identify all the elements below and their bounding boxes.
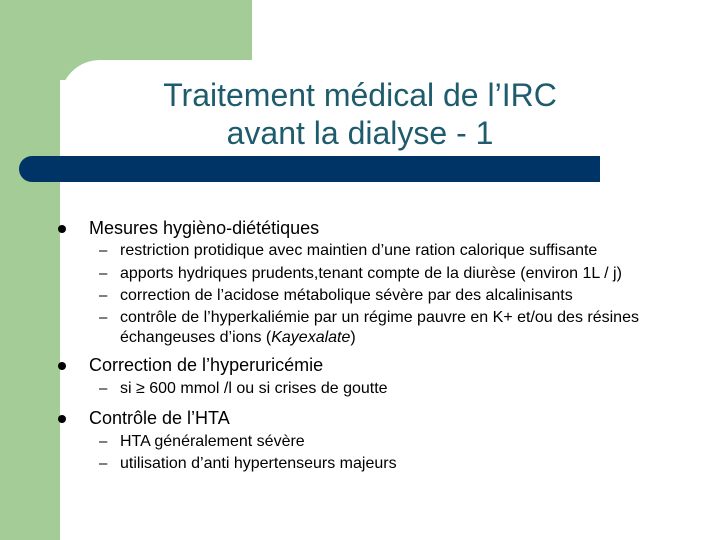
dash-icon: – <box>99 433 108 450</box>
list-item: utilisation d’anti hypertenseurs majeurs <box>120 455 397 472</box>
italic-product-name: Kayexalate <box>271 329 351 346</box>
list-item: apports hydriques prudents,tenant compte de la diurèse (environ 1L / j) <box>120 265 622 282</box>
list-item-line-2 <box>120 328 639 347</box>
dash-icon: – <box>99 265 108 282</box>
bullet-icon <box>58 225 66 233</box>
list-item-multiline <box>120 308 639 347</box>
bullet-icon <box>58 415 66 423</box>
dash-icon: – <box>99 380 108 397</box>
title-line-2: avant la dialyse - 1 <box>226 115 494 151</box>
list-item: HTA généralement sévère <box>120 433 305 450</box>
title-line-1: Traitement médical de l’IRC <box>163 77 557 113</box>
section-heading-hygiene: Mesures hygièno-diététiques <box>89 218 320 238</box>
list-item: restriction protidique avec maintien d’une ration calorique suffisante <box>120 242 598 259</box>
dash-icon: – <box>99 287 108 304</box>
dash-icon: – <box>99 242 108 259</box>
list-item: si ≥ 600 mmol /l ou si crises de goutte <box>120 380 388 397</box>
dash-icon: – <box>99 309 108 326</box>
section-heading-hta: Contrôle de l’HTA <box>89 408 230 428</box>
bullet-icon <box>58 362 66 370</box>
dash-icon: – <box>99 455 108 472</box>
text-segment: ) <box>350 329 356 346</box>
section-heading-hyperuricemia: Correction de l’hyperuricémie <box>89 355 324 375</box>
list-item: correction de l’acidose métabolique sévère par des alcalinisants <box>120 287 573 304</box>
text-segment: échangeuses d’ions ( <box>120 329 272 346</box>
list-item-line-1: contrôle de l’hyperkaliémie par un régime pauvre en K+ et/ou des résines <box>120 309 639 326</box>
